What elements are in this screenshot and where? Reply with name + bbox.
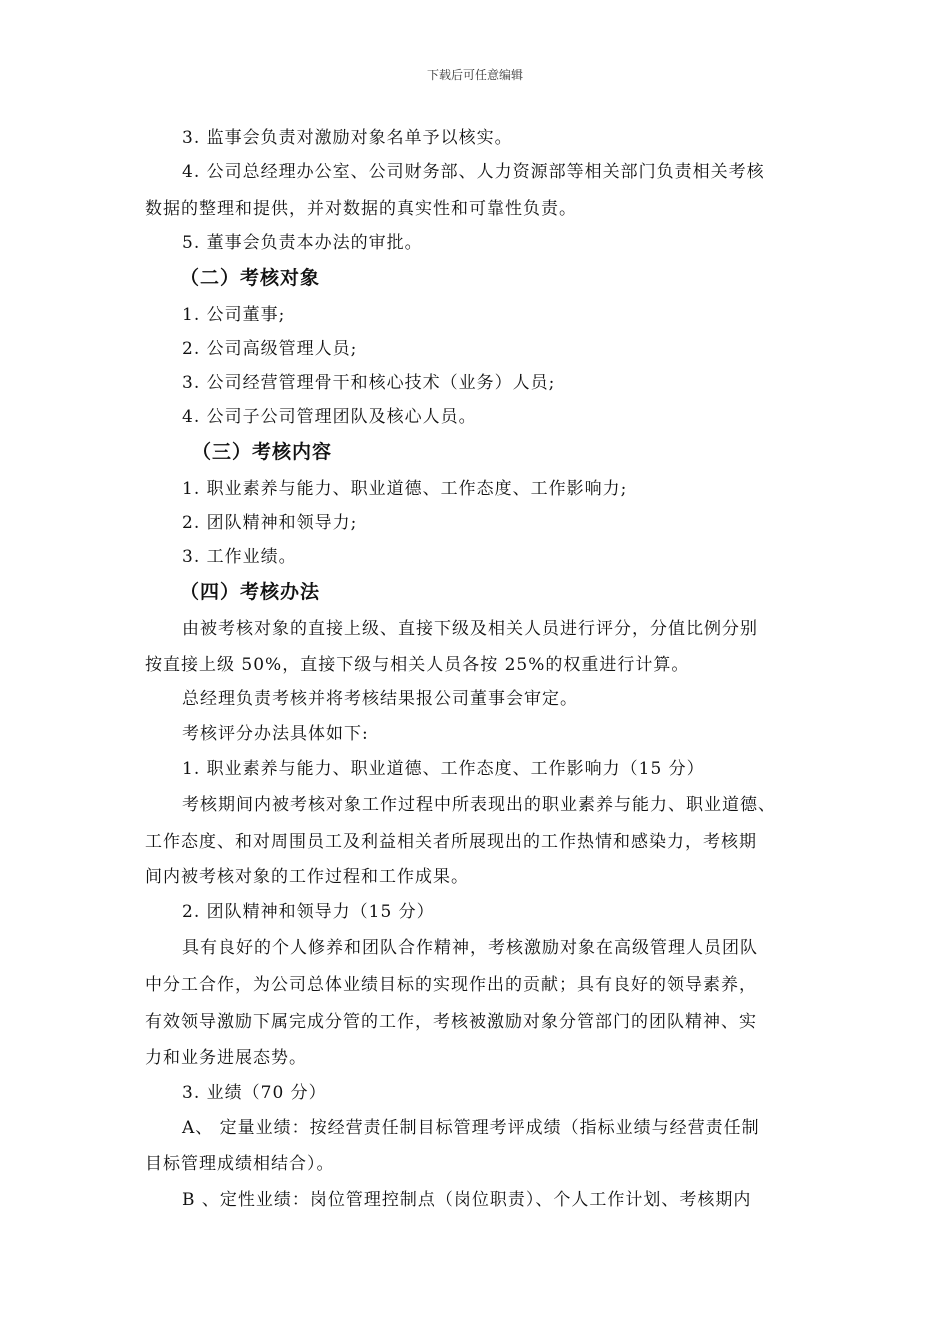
paragraph-line: 总经理负责考核并将考核结果报公司董事会审定。 [182, 689, 578, 709]
section-heading: （四）考核办法 [180, 581, 321, 603]
paragraph-line: 中分工合作，为公司总体业绩目标的实现作出的贡献；具有良好的领导素养， [145, 975, 757, 995]
paragraph-line: 2. 团队精神和领导力（15 分） [182, 902, 435, 922]
paragraph-line: 考核期间内被考核对象工作过程中所表现出的职业素养与能力、职业道德、 [182, 795, 776, 815]
list-item: 3. 工作业绩。 [182, 547, 297, 567]
list-item: 4. 公司子公司管理团队及核心人员。 [182, 407, 477, 427]
download-note: 下载后可任意编辑 [426, 68, 523, 82]
paragraph-line: 目标管理成绩相结合）。 [145, 1154, 335, 1174]
list-item: 2. 公司高级管理人员; [182, 339, 358, 359]
list-item: 1. 职业素养与能力、职业道德、工作态度、工作影响力; [182, 479, 628, 499]
paragraph-line: B 、定性业绩：岗位管理控制点（岗位职责）、个人工作计划、考核期内 [182, 1190, 752, 1210]
list-item: 2. 团队精神和领导力; [182, 513, 358, 533]
paragraph-line: 1. 职业素养与能力、职业道德、工作态度、工作影响力（15 分） [182, 759, 705, 779]
paragraph-line: 间内被考核对象的工作过程和工作成果。 [145, 867, 469, 887]
paragraph-line: 考核评分办法具体如下: [182, 724, 369, 744]
section-heading: （三）考核内容 [192, 441, 333, 463]
paragraph-line: 5. 董事会负责本办法的审批。 [182, 233, 423, 253]
list-item: 3. 公司经营管理骨干和核心技术（业务）人员; [182, 373, 556, 393]
paragraph-line: 3. 业绩（70 分） [182, 1083, 327, 1103]
section-heading: （二）考核对象 [180, 267, 321, 289]
paragraph-line: A、 定量业绩：按经营责任制目标管理考评成绩（指标业绩与经营责任制 [182, 1118, 760, 1138]
paragraph-line: 4. 公司总经理办公室、公司财务部、人力资源部等相关部门负责相关考核 [182, 162, 765, 182]
paragraph-line: 有效领导激励下属完成分管的工作，考核被激励对象分管部门的团队精神、实 [145, 1012, 757, 1032]
paragraph-line: 力和业务进展态势。 [145, 1048, 307, 1068]
paragraph-line: 数据的整理和提供，并对数据的真实性和可靠性负责。 [145, 199, 577, 219]
paragraph-line: 按直接上级 50%，直接下级与相关人员各按 25%的权重进行计算。 [145, 655, 690, 675]
paragraph-line: 由被考核对象的直接上级、直接下级及相关人员进行评分，分值比例分别 [182, 619, 758, 639]
paragraph-line: 3. 监事会负责对激励对象名单予以核实。 [182, 128, 513, 148]
paragraph-line: 具有良好的个人修养和团队合作精神，考核激励对象在高级管理人员团队 [182, 938, 758, 958]
list-item: 1. 公司董事; [182, 305, 286, 325]
paragraph-line: 工作态度、和对周围员工及利益相关者所展现出的工作热情和感染力，考核期 [145, 832, 757, 852]
